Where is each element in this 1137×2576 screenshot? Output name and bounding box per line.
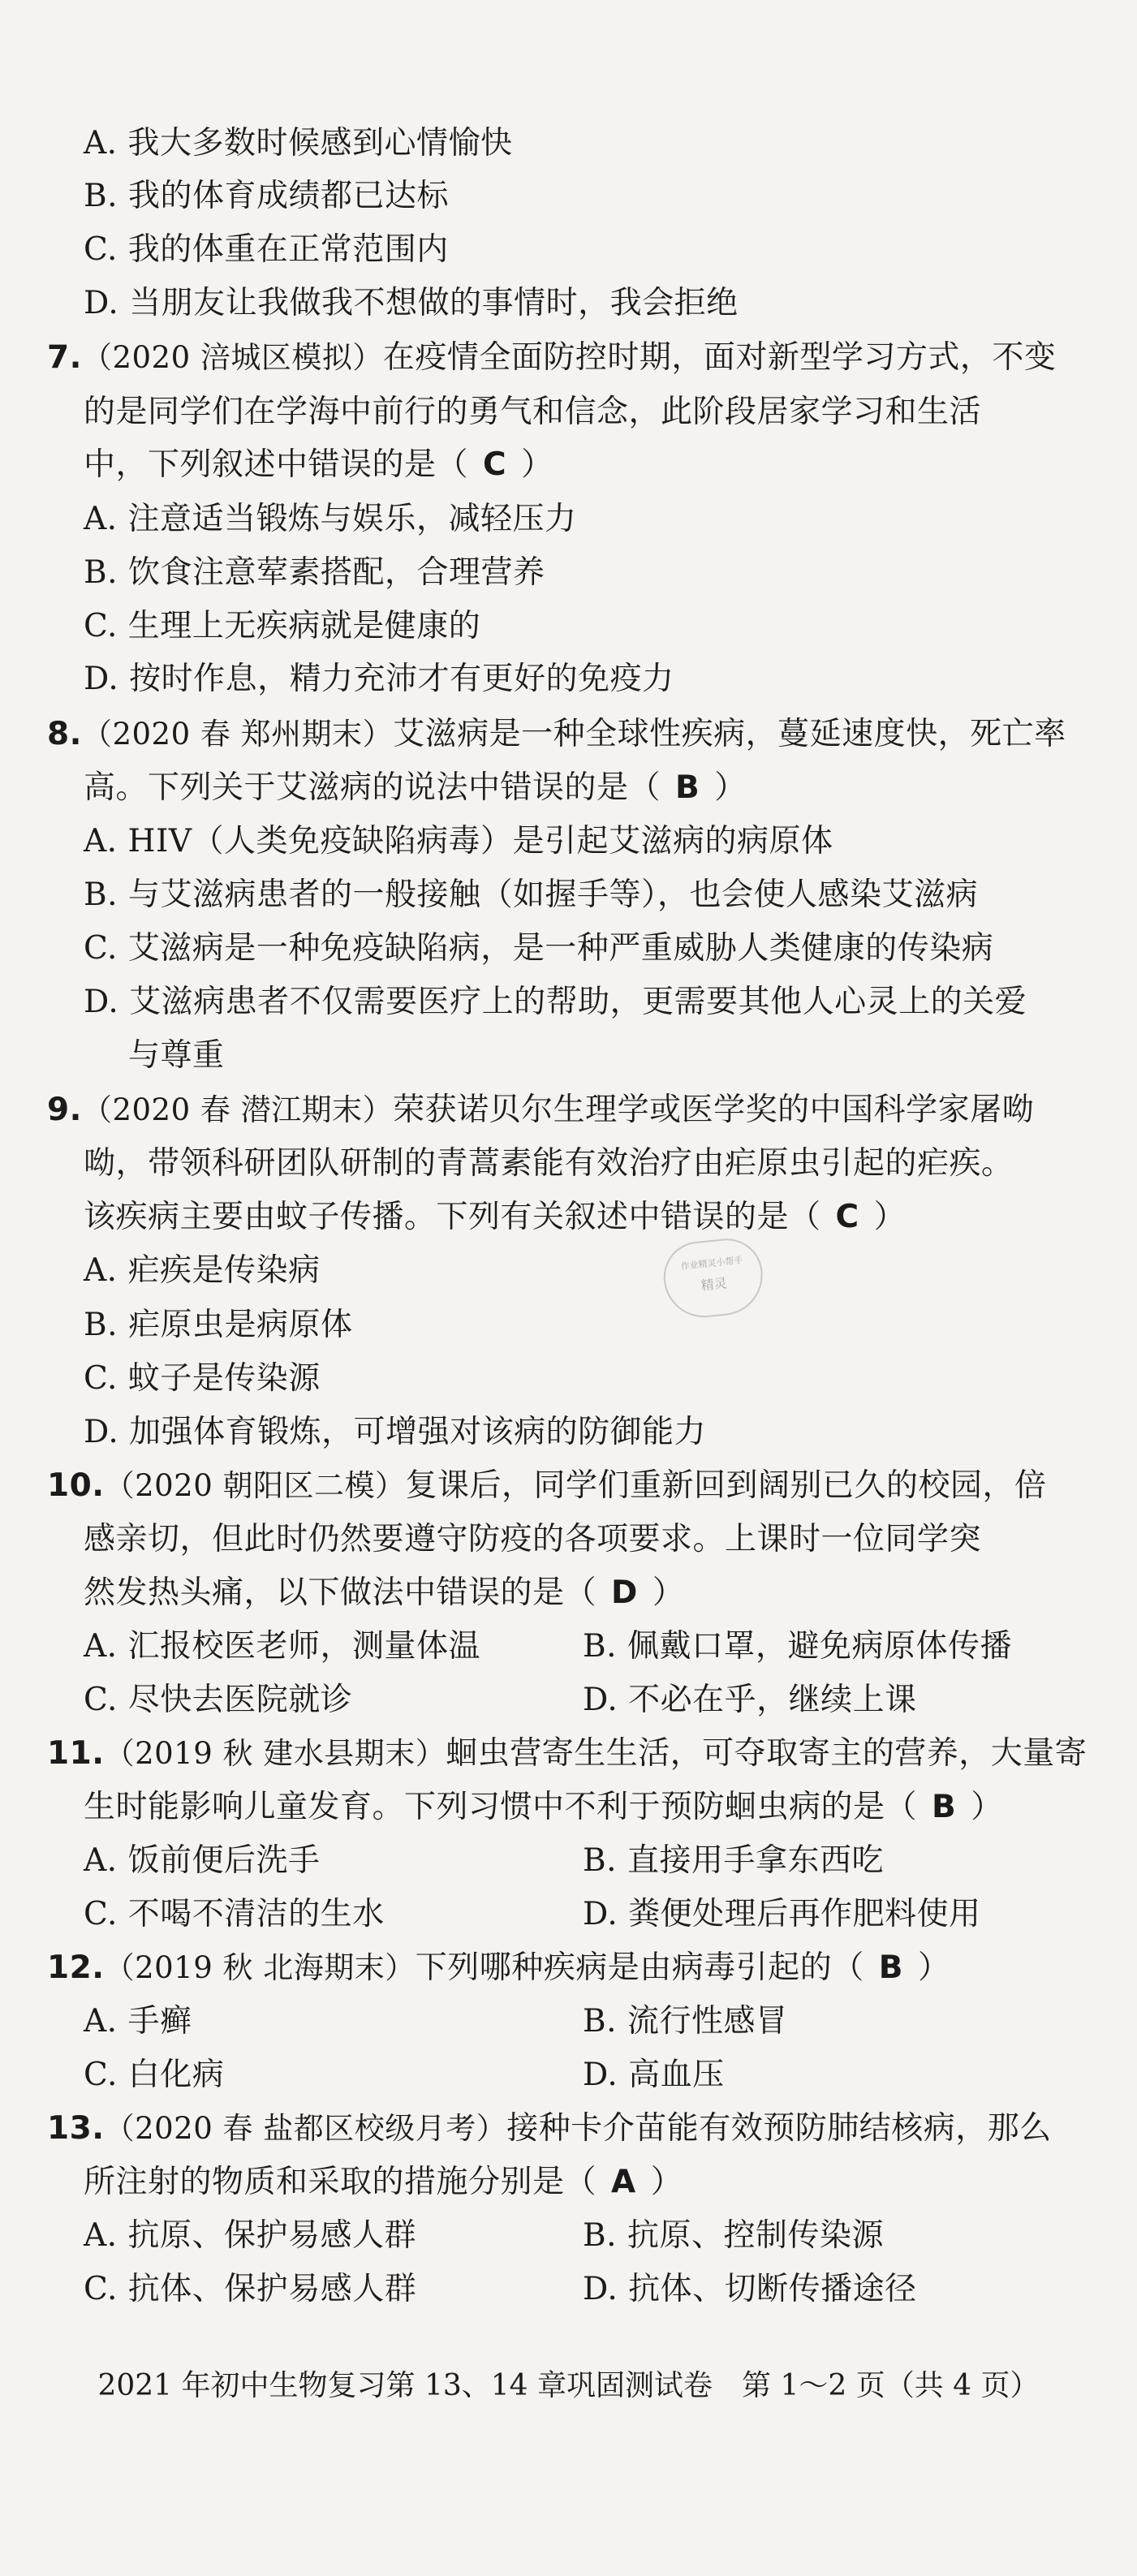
question-text: 荣获诺贝尔生理学或医学奖的中国科学家屠呦 — [393, 1092, 1035, 1128]
answer-close: ） — [873, 1199, 907, 1235]
prev-option-b: B. 我的体育成绩都已达标 — [84, 178, 449, 214]
question-number: 12. — [47, 1949, 105, 1986]
question-10-line-3 — [84, 1574, 684, 1612]
question-7-line-2: 的是同学们在学海中前行的勇气和信念，此阶段居家学习和生活 — [84, 394, 982, 430]
prev-option-a: A. 我大多数时候感到心情愉快 — [84, 125, 513, 162]
question-8-option-c: C. 艾滋病是一种免疫缺陷病，是一种严重威胁人类健康的传染病 — [84, 930, 994, 967]
question-source: （2020 春 郑州期末） — [81, 717, 394, 752]
answer-letter: C — [483, 446, 507, 483]
answer-close: ） — [714, 769, 747, 806]
question-13-option-a: A. 抗原、保护易感人群 — [84, 2217, 416, 2254]
question-source: （2020 春 盐都区校级月考） — [104, 2111, 507, 2146]
stamp-text: 精灵 — [700, 1275, 728, 1294]
question-11-option-a: A. 饭前便后洗手 — [84, 1842, 321, 1879]
question-12-line-1 — [47, 1949, 950, 1987]
question-8-option-d: D. 艾滋病患者不仅需要医疗上的帮助，更需要其他人心灵上的关爱 — [84, 984, 1027, 1020]
page-footer: 2021 年初中生物复习第 13、14 章巩固测试卷 第 1～2 页（共 4 页） — [97, 2369, 1040, 2402]
answer-letter: B — [878, 1949, 904, 1986]
question-text: 在疫情全面防控时期，面对新型学习方式，不变 — [382, 339, 1057, 376]
question-11-option-c: C. 不喝不清洁的生水 — [84, 1896, 385, 1932]
watermark-stamp — [660, 1235, 766, 1321]
question-source: （2019 秋 北海期末） — [104, 1950, 416, 1985]
question-number: 11. — [47, 1735, 105, 1772]
question-11-line-1 — [47, 1735, 1087, 1773]
question-9-option-c: C. 蚊子是传染源 — [84, 1360, 321, 1397]
question-10-line-2: 感亲切，但此时仍然要遵守防疫的各项要求。上课时一位同学突 — [84, 1521, 982, 1557]
question-13-option-d: D. 抗体、切断传播途径 — [583, 2271, 917, 2307]
question-number: 13. — [47, 2110, 105, 2147]
question-9-line-1 — [47, 1092, 1034, 1129]
question-7-option-b: B. 饮食注意荤素搭配，合理营养 — [84, 554, 545, 591]
answer-close: ） — [971, 1789, 1003, 1825]
question-text: 接种卡介苗能有效预防肺结核病，那么 — [506, 2110, 1052, 2147]
question-source: （2020 春 潜江期末） — [81, 1092, 394, 1127]
question-12-option-c: C. 白化病 — [84, 2057, 225, 2093]
question-13-option-c: C. 抗体、保护易感人群 — [84, 2271, 417, 2307]
question-10-option-c: C. 尽快去医院就诊 — [84, 1682, 353, 1718]
question-11-line-2 — [84, 1789, 1003, 1826]
answer-letter: C — [835, 1199, 859, 1235]
question-number: 7. — [47, 339, 82, 376]
question-10-option-a: A. 汇报校医老师，测量体温 — [84, 1628, 480, 1665]
question-text: 该疾病主要由蚊子传播。下列有关叙述中错误的是（ — [84, 1199, 821, 1235]
question-7-option-d: D. 按时作息，精力充沛才有更好的免疫力 — [84, 661, 674, 697]
question-10-option-d: D. 不必在乎，继续上课 — [583, 1682, 917, 1718]
question-9-option-d: D. 加强体育锻炼，可增强对该病的防御能力 — [84, 1414, 707, 1450]
question-source: （2020 朝阳区二模） — [104, 1468, 406, 1503]
question-7-line-1 — [47, 339, 1056, 377]
question-7-option-c: C. 生理上无疾病就是健康的 — [84, 608, 481, 644]
question-9-line-3 — [84, 1199, 906, 1236]
answer-close: ） — [918, 1949, 950, 1986]
question-9-option-a: A. 疟疾是传染病 — [84, 1252, 321, 1289]
question-text: 中，下列叙述中错误的是（ — [84, 446, 469, 483]
question-number: 9. — [47, 1092, 82, 1128]
question-8-option-b: B. 与艾滋病患者的一般接触（如握手等），也会使人感染艾滋病 — [84, 877, 978, 913]
question-7-option-a: A. 注意适当锻炼与娱乐，减轻压力 — [84, 501, 577, 537]
answer-close: ） — [521, 446, 553, 483]
stamp-text: 作业精灵小帮手 — [680, 1255, 744, 1273]
question-9-line-2: 呦，带领科研团队研制的青蒿素能有效治疗由疟原虫引起的疟疾。 — [84, 1145, 1014, 1182]
question-text: 艾滋病是一种全球性疾病，蔓延速度快，死亡率 — [393, 716, 1066, 752]
question-10-option-b: B. 佩戴口罩，避免病原体传播 — [583, 1628, 1012, 1665]
answer-close: ） — [652, 1574, 685, 1611]
question-10-line-1 — [47, 1467, 1047, 1505]
question-number: 8. — [47, 716, 82, 752]
question-12-option-d: D. 高血压 — [583, 2057, 725, 2093]
answer-letter: B — [675, 769, 700, 806]
question-11-option-d: D. 粪便处理后再作肥料使用 — [583, 1896, 981, 1932]
question-text: 生时能影响儿童发育。下列习惯中不利于预防蛔虫病的是（ — [84, 1789, 918, 1825]
question-8-option-a: A. HIV（人类免疫缺陷病毒）是引起艾滋病的病原体 — [84, 823, 833, 859]
question-8-line-1 — [47, 716, 1066, 753]
question-text: 高。下列关于艾滋病的说法中错误的是（ — [84, 769, 661, 806]
question-text: 蛔虫营寄生生活，可夺取寄主的营养，大量寄 — [446, 1735, 1087, 1772]
question-9-option-b: B. 疟原虫是病原体 — [84, 1307, 353, 1343]
question-text: 所注射的物质和采取的措施分别是（ — [84, 2164, 597, 2200]
question-8-line-2 — [84, 769, 747, 807]
prev-option-c: C. 我的体重在正常范围内 — [84, 231, 449, 268]
question-text: 复课后，同学们重新回到阔别已久的校园，倍 — [405, 1467, 1047, 1504]
question-12-option-b: B. 流行性感冒 — [583, 2003, 788, 2040]
prev-option-d: D. 当朋友让我做我不想做的事情时，我会拒绝 — [84, 285, 739, 321]
question-text: 然发热头痛，以下做法中错误的是（ — [84, 1574, 597, 1611]
answer-close: ） — [650, 2164, 683, 2200]
question-13-line-2 — [84, 2164, 683, 2201]
question-source: （2019 秋 建水县期末） — [104, 1736, 446, 1771]
answer-letter: D — [611, 1574, 638, 1611]
question-13-option-b: B. 抗原、控制传染源 — [583, 2217, 884, 2254]
answer-letter: A — [611, 2164, 636, 2200]
question-12-option-a: A. 手癣 — [84, 2003, 192, 2040]
question-source: （2020 涪城区模拟） — [81, 340, 383, 375]
question-7-line-3 — [84, 446, 553, 484]
question-number: 10. — [47, 1467, 105, 1504]
question-11-option-b: B. 直接用手拿东西吃 — [583, 1842, 884, 1879]
question-8-option-d-cont: 与尊重 — [128, 1037, 225, 1074]
question-13-line-1 — [47, 2110, 1052, 2147]
answer-letter: B — [932, 1789, 957, 1825]
question-text: 下列哪种疾病是由病毒引起的（ — [415, 1949, 864, 1986]
